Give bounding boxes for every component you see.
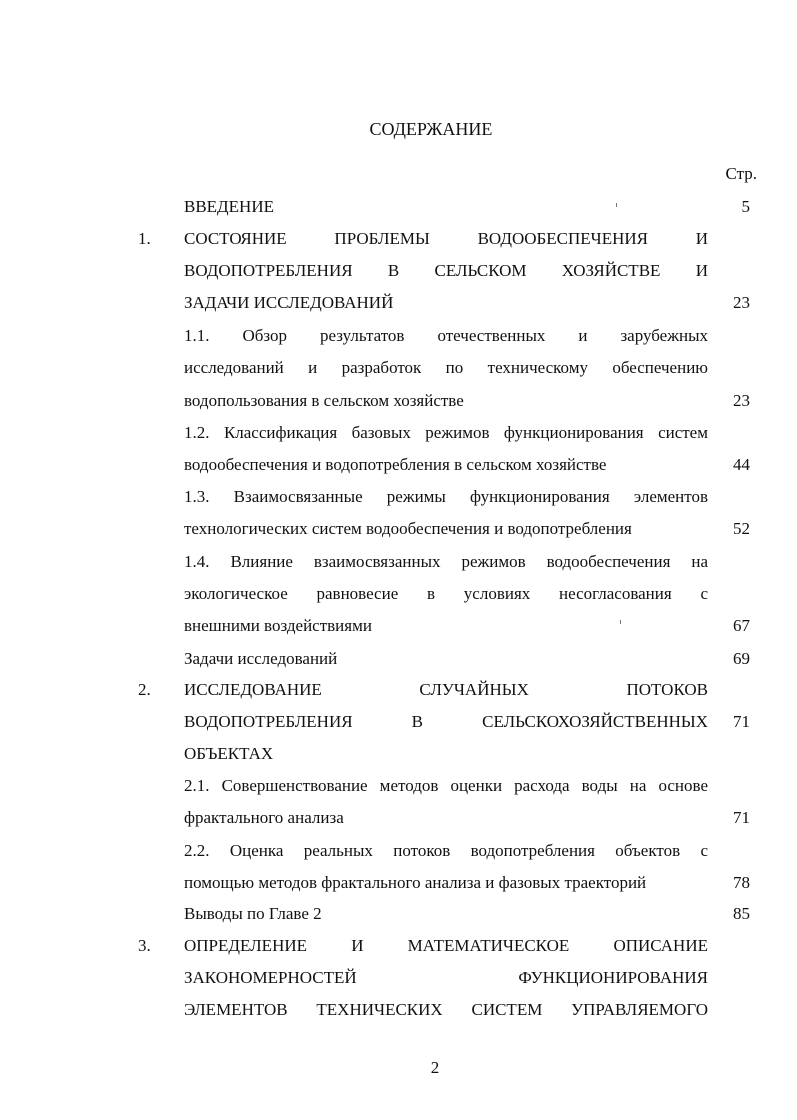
section-1-4-line: 1.4. Влияние взаимосвязанных режимов водообеспечения на bbox=[184, 552, 708, 571]
toc-page-section-1-2: 44 bbox=[733, 455, 750, 474]
toc-page-chapter-1: 23 bbox=[733, 293, 750, 312]
toc-page-section-2-2: 78 bbox=[733, 873, 750, 892]
section-2-2-line: помощью методов фрактального анализа и фазовых траекторий bbox=[184, 873, 647, 892]
chapter-1-title-line: ВОДОПОТРЕБЛЕНИЯ В СЕЛЬСКОМ ХОЗЯЙСТВЕ И bbox=[184, 261, 708, 280]
chapter-3-title-line: ЭЛЕМЕНТОВ ТЕХНИЧЕСКИХ СИСТЕМ УПРАВЛЯЕМОГО bbox=[184, 1000, 708, 1019]
section-1-1-line: 1.1. Обзор результатов отечественных и зарубежных bbox=[184, 326, 708, 345]
chapter-2-title-line: ОБЪЕКТАХ bbox=[184, 744, 274, 763]
toc-page-section-1-4: 67 bbox=[733, 616, 750, 635]
chapter-2-title-line: ВОДОПОТРЕБЛЕНИЯ В СЕЛЬСКОХОЗЯЙСТВЕННЫХ bbox=[184, 712, 708, 731]
toc-page-intro: 5 bbox=[741, 197, 750, 216]
chapter-3-number: 3. bbox=[138, 936, 151, 955]
section-2-2-line: 2.2. Оценка реальных потоков водопотребления объектов с bbox=[184, 841, 708, 860]
toc-entry-intro: ВВЕДЕНИЕ bbox=[184, 197, 274, 216]
page-column-label: Стр. bbox=[725, 164, 757, 183]
section-1-3-line: технологических систем водообеспечения и водопотребления bbox=[184, 519, 632, 538]
section-1-2-line: 1.2. Классификация базовых режимов функционирования систем bbox=[184, 423, 708, 442]
chapter-2-number: 2. bbox=[138, 680, 151, 699]
toc-entry-conclusions-2: Выводы по Главе 2 bbox=[184, 904, 322, 923]
toc-page-conclusions-2: 85 bbox=[733, 904, 750, 923]
section-2-1-line: 2.1. Совершенствование методов оценки расхода воды на основе bbox=[184, 776, 708, 795]
toc-entry-tasks: Задачи исследований bbox=[184, 649, 338, 668]
chapter-1-title-line: СОСТОЯНИЕ ПРОБЛЕМЫ ВОДООБЕСПЕЧЕНИЯ И bbox=[184, 229, 708, 248]
chapter-2-title-line: ИССЛЕДОВАНИЕ СЛУЧАЙНЫХ ПОТОКОВ bbox=[184, 680, 708, 699]
section-2-1-line: фрактального анализа bbox=[184, 808, 344, 827]
section-1-1-line: водопользования в сельском хозяйстве bbox=[184, 391, 464, 410]
toc-page-section-1-1: 23 bbox=[733, 391, 750, 410]
toc-page-section-1-3: 52 bbox=[733, 519, 750, 538]
chapter-3-title-line: ЗАКОНОМЕРНОСТЕЙ ФУНКЦИОНИРОВАНИЯ bbox=[184, 968, 708, 987]
scan-speck bbox=[616, 203, 617, 207]
section-1-1-line: исследований и разработок по техническому обеспечению bbox=[184, 358, 708, 377]
chapter-3-title-line: ОПРЕДЕЛЕНИЕ И МАТЕМАТИЧЕСКОЕ ОПИСАНИЕ bbox=[184, 936, 708, 955]
toc-page-chapter-2: 71 bbox=[733, 712, 750, 731]
chapter-1-title-line: ЗАДАЧИ ИССЛЕДОВАНИЙ bbox=[184, 293, 394, 312]
section-1-2-line: водообеспечения и водопотребления в сельском хозяйстве bbox=[184, 455, 607, 474]
section-1-3-line: 1.3. Взаимосвязанные режимы функционирования элементов bbox=[184, 487, 708, 506]
page-title: СОДЕРЖАНИЕ bbox=[369, 119, 493, 139]
section-1-4-line: экологическое равновесие в условиях несогласования с bbox=[184, 584, 708, 603]
toc-page-section-2-1: 71 bbox=[733, 808, 750, 827]
section-1-4-line: внешними воздействиями bbox=[184, 616, 372, 635]
toc-page-tasks: 69 bbox=[733, 649, 750, 668]
chapter-1-number: 1. bbox=[138, 229, 151, 248]
scan-speck bbox=[620, 620, 621, 624]
page-number: 2 bbox=[430, 1058, 440, 1077]
